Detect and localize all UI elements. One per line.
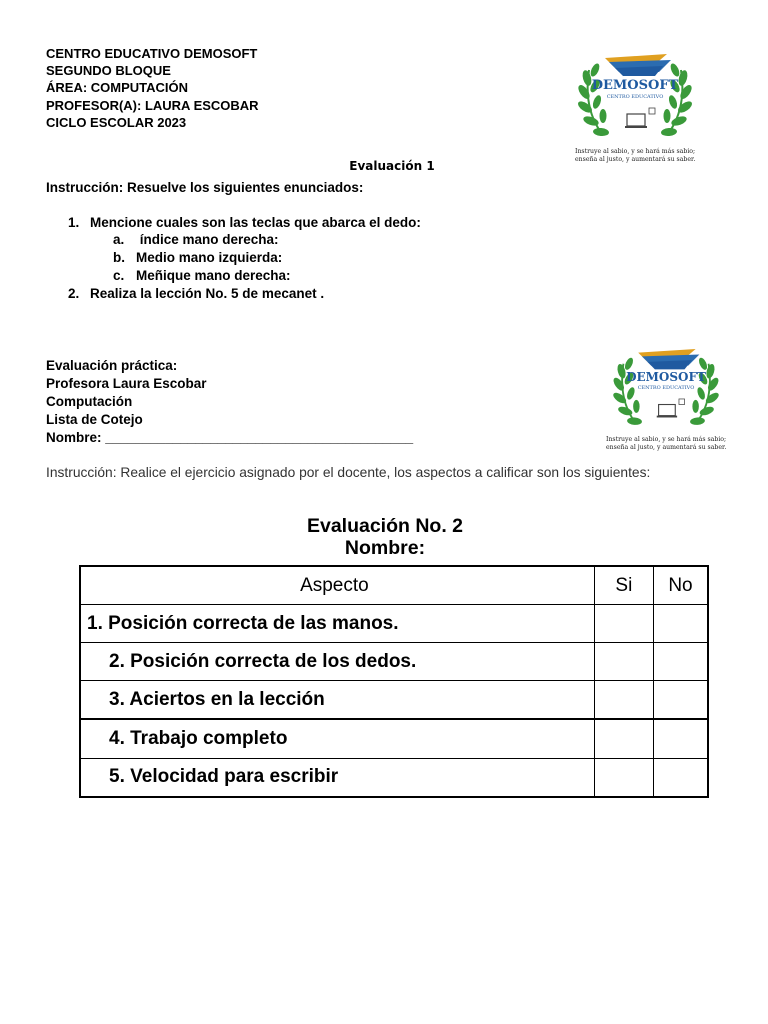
table-header-row: [80, 566, 708, 605]
question-2: [68, 285, 324, 303]
question-2-text: Realiza la lección No. 5 de mecanet .: [90, 286, 325, 301]
logo-2-motto-line2: enseña al justo, y aumentará su saber.: [606, 444, 727, 451]
column-header-no: No: [653, 566, 708, 605]
question-1-text: Mencione cuales son las teclas que abarca el dedo:: [90, 215, 421, 230]
si-checkbox-cell[interactable]: [594, 758, 653, 797]
practical-subject: Computación: [46, 394, 133, 409]
subitem-c-text: Meñique mano derecha:: [136, 268, 291, 283]
practical-title: Evaluación práctica:: [46, 358, 178, 373]
logo-2-motto: [606, 436, 726, 452]
no-checkbox-cell[interactable]: [653, 758, 708, 797]
evaluation2-instruction: Instrucción: Realice el ejercicio asignado por el docente, los aspectos a calificar son los siguientes:: [46, 465, 651, 480]
table-row: [80, 719, 708, 758]
subitem-a-text: índice mano derecha:: [136, 232, 279, 247]
logo-motto-line1: Instruye al sabio, y se hará más sabio;: [575, 148, 696, 155]
aspect-cell: 5. Velocidad para escribir: [80, 758, 594, 797]
question-2-number: 2.: [68, 286, 80, 301]
column-header-si: Si: [594, 566, 653, 605]
table-row: [80, 681, 708, 720]
logo-2-brand: DEMOSOFT: [626, 370, 706, 384]
si-checkbox-cell[interactable]: [594, 719, 653, 758]
practical-info: [46, 357, 413, 447]
school-logo-2: [606, 336, 726, 452]
subitem-b-text: Medio mano izquierda:: [136, 250, 283, 265]
evaluation2-heading: [0, 515, 768, 559]
school-block: SEGUNDO BLOQUE: [46, 63, 171, 79]
aspect-cell: 3. Aciertos en la lección: [80, 681, 594, 720]
column-header-aspecto: Aspecto: [80, 566, 594, 605]
school-year: CICLO ESCOLAR 2023: [46, 114, 187, 130]
subitem-a: [113, 232, 279, 247]
school-name: CENTRO EDUCATIVO DEMOSOFT: [46, 46, 258, 61]
practical-teacher: Profesora Laura Escobar: [46, 376, 207, 391]
school-logo: [575, 40, 695, 164]
logo-motto-line2: enseña al justo, y aumentará su saber.: [575, 156, 696, 163]
question-1-number: 1.: [68, 215, 80, 230]
aspect-cell: 2. Posición correcta de los dedos.: [80, 643, 594, 681]
practical-name-line: Nombre: _________________________________________: [46, 430, 414, 445]
si-checkbox-cell[interactable]: [594, 643, 653, 681]
aspect-cell: 4. Trabajo completo: [80, 719, 594, 758]
no-checkbox-cell[interactable]: [653, 719, 708, 758]
table-row: [80, 605, 708, 643]
school-teacher: PROFESOR(A): LAURA ESCOBAR: [46, 97, 259, 113]
evaluation2-title: Evaluación No. 2: [306, 515, 464, 537]
evaluation1-instruction: Instrucción: Resuelve los siguientes enunciados:: [46, 180, 364, 195]
subitem-c: [113, 268, 291, 283]
question-1: [68, 214, 421, 232]
subitem-c-letter: c.: [113, 268, 125, 283]
logo-brand: DEMOSOFT: [591, 78, 679, 93]
aspect-cell: 1. Posición correcta de las manos.: [80, 605, 594, 643]
table-row: [80, 758, 708, 797]
evaluation1-title: Evaluación 1: [349, 159, 435, 173]
evaluation2-name-label: Nombre:: [344, 537, 426, 559]
si-checkbox-cell[interactable]: [594, 605, 653, 643]
school-area: ÁREA: COMPUTACIÓN: [46, 80, 189, 96]
subitem-b: [113, 250, 282, 265]
no-checkbox-cell[interactable]: [653, 643, 708, 681]
si-checkbox-cell[interactable]: [594, 681, 653, 720]
logo-subtitle: CENTRO EDUCATIVO: [606, 94, 664, 100]
subitem-b-letter: b.: [113, 250, 125, 265]
no-checkbox-cell[interactable]: [653, 605, 708, 643]
table-row: [80, 643, 708, 681]
logo-2-subtitle: CENTRO EDUCATIVO: [637, 385, 695, 391]
school-header: [46, 45, 259, 131]
subitem-a-letter: a.: [113, 232, 125, 247]
no-checkbox-cell[interactable]: [653, 681, 708, 720]
checklist-table: [79, 565, 709, 798]
logo-2-motto-line1: Instruye al sabio, y se hará más sabio;: [606, 436, 727, 443]
practical-list-type: Lista de Cotejo: [46, 412, 143, 427]
